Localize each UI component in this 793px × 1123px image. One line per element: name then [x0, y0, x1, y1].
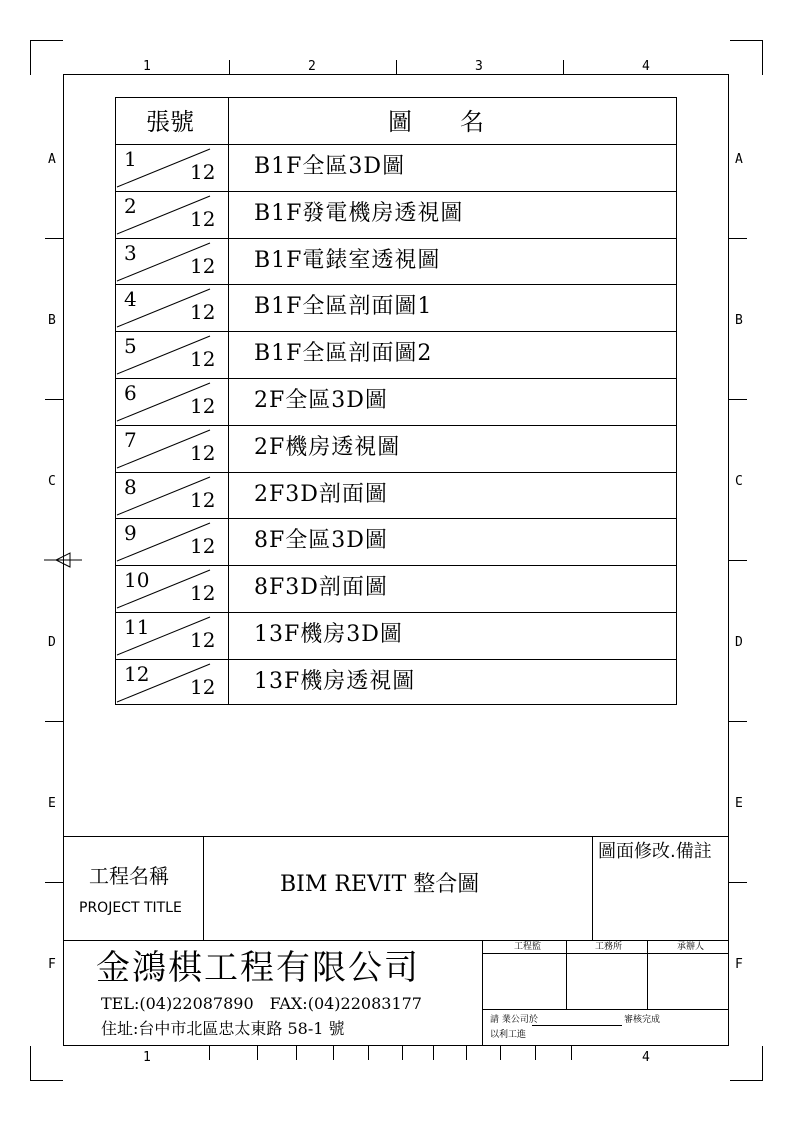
sheet-number: 6 — [124, 381, 137, 405]
sheet-total: 12 — [190, 441, 216, 465]
sheet-total: 12 — [190, 581, 216, 605]
sheet-total: 12 — [190, 628, 216, 652]
sheet-number: 9 — [124, 521, 137, 545]
sheet-title: B1F發電機房透視圖 — [254, 201, 464, 226]
zone-row-e-right: E — [735, 796, 743, 811]
sheet-total: 12 — [190, 207, 216, 231]
sheet-number: 5 — [124, 334, 137, 358]
zone-col-1-top: 1 — [143, 59, 151, 74]
zone-row-d-right: D — [735, 635, 743, 650]
table-header-no: 張號 — [146, 108, 194, 136]
sign-col-engineer: 工程監 — [514, 942, 542, 952]
zone-col-4-bottom: 4 — [642, 1050, 650, 1065]
project-title: BIM REVIT 整合圖 — [280, 872, 480, 897]
sheet-number: 7 — [124, 428, 137, 452]
zone-col-4-top: 4 — [642, 59, 650, 74]
approval-note-right: 審核完成 — [624, 1015, 661, 1025]
zone-row-a-left: A — [48, 152, 56, 167]
centering-arrow-icon — [44, 550, 84, 570]
company-name: 金鴻棋工程有限公司 — [96, 948, 420, 988]
sheet-title: 2F全區3D圖 — [254, 388, 388, 413]
sheet-number: 3 — [124, 241, 137, 265]
sheet-total: 12 — [190, 675, 216, 699]
sheet-number: 1 — [124, 147, 137, 171]
sheet-number: 2 — [124, 194, 137, 218]
sheet-title: 2F機房透視圖 — [254, 435, 401, 460]
zone-row-b-left: B — [48, 313, 56, 328]
sheet-title: 8F全區3D圖 — [254, 528, 388, 553]
project-label-zh: 工程名稱 — [89, 864, 169, 888]
sheet-title: B1F全區剖面圖2 — [254, 341, 433, 366]
approval-note-line1: 請 業公司於 — [490, 1015, 538, 1025]
sheet-total: 12 — [190, 254, 216, 278]
sheet-number: 10 — [124, 568, 150, 592]
table-header-name: 圖 名 — [388, 108, 484, 136]
zone-col-3-top: 3 — [475, 59, 483, 74]
zone-row-a-right: A — [735, 152, 743, 167]
revision-label: 圖面修改.備註 — [598, 841, 712, 862]
sheet-title: B1F全區3D圖 — [254, 154, 406, 179]
sheet-number: 12 — [124, 662, 150, 686]
sheet-total: 12 — [190, 347, 216, 371]
zone-row-f-left: F — [48, 957, 56, 972]
company-address: 住址:台中市北區忠太東路 58-1 號 — [101, 1019, 345, 1038]
zone-row-e-left: E — [48, 796, 56, 811]
sheet-total: 12 — [190, 394, 216, 418]
zone-row-c-right: C — [735, 474, 743, 489]
sheet-number: 8 — [124, 475, 137, 499]
zone-col-1-bottom: 1 — [143, 1050, 151, 1065]
sheet-total: 12 — [190, 160, 216, 184]
sheet-title: 13F機房透視圖 — [254, 669, 416, 694]
sign-col-office: 工務所 — [595, 942, 623, 952]
zone-col-2-top: 2 — [308, 59, 316, 74]
sheet-title: B1F電錶室透視圖 — [254, 248, 441, 273]
sheet-number: 4 — [124, 287, 137, 311]
sheet-title: B1F全區剖面圖1 — [254, 294, 433, 319]
sheet-total: 12 — [190, 534, 216, 558]
zone-row-d-left: D — [48, 635, 56, 650]
project-label-en: PROJECT TITLE — [79, 900, 182, 916]
company-tel-fax: TEL:(04)22087890 FAX:(04)22083177 — [101, 994, 422, 1013]
sheet-number: 11 — [124, 615, 150, 639]
sheet-title: 13F機房3D圖 — [254, 622, 403, 647]
sign-col-handler: 承辦人 — [677, 942, 705, 952]
sheet-total: 12 — [190, 300, 216, 324]
sheet-total: 12 — [190, 488, 216, 512]
zone-row-f-right: F — [735, 957, 743, 972]
approval-note-line2: 以利工進 — [490, 1030, 527, 1040]
zone-row-b-right: B — [735, 313, 743, 328]
zone-row-c-left: C — [48, 474, 56, 489]
sheet-title: 8F3D剖面圖 — [254, 575, 388, 600]
sheet-title: 2F3D剖面圖 — [254, 482, 388, 507]
